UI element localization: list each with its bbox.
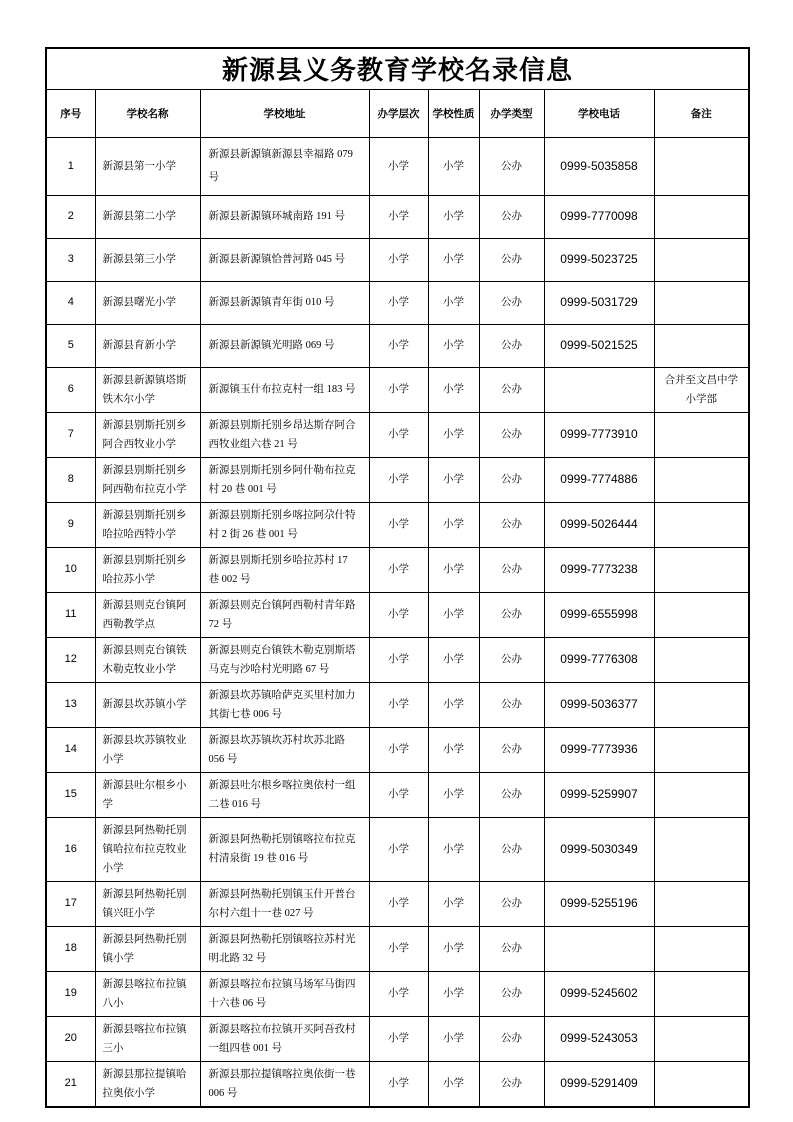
cell-school-type: 公办	[479, 412, 544, 457]
cell-school-name: 新源县吐尔根乡小学	[95, 772, 200, 817]
cell-school-nature: 小学	[428, 367, 479, 412]
cell-row-number: 10	[46, 547, 95, 592]
cell-school-name: 新源县喀拉布拉镇八小	[95, 971, 200, 1016]
cell-school-phone: 0999-7773238	[544, 547, 654, 592]
cell-school-type: 公办	[479, 637, 544, 682]
cell-school-level: 小学	[369, 367, 428, 412]
cell-school-address: 新源县那拉提镇喀拉奥依街一巷 006 号	[200, 1061, 369, 1107]
table-row	[46, 195, 749, 238]
cell-remark	[654, 637, 749, 682]
cell-school-type: 公办	[479, 324, 544, 367]
cell-school-name: 新源县别斯托别乡哈拉哈西特小学	[95, 502, 200, 547]
cell-school-nature: 小学	[428, 324, 479, 367]
cell-row-number: 3	[46, 238, 95, 281]
cell-school-nature: 小学	[428, 195, 479, 238]
table-body	[46, 137, 749, 1107]
cell-school-nature: 小学	[428, 637, 479, 682]
cell-remark	[654, 772, 749, 817]
cell-school-name: 新源县别斯托别乡阿西勒布拉克小学	[95, 457, 200, 502]
cell-school-nature: 小学	[428, 727, 479, 772]
table-header-row	[46, 89, 749, 137]
table-row	[46, 637, 749, 682]
cell-school-address: 新源县新源镇青年街 010 号	[200, 281, 369, 324]
column-header-school-name: 学校名称	[95, 89, 200, 137]
cell-school-nature: 小学	[428, 547, 479, 592]
cell-remark	[654, 817, 749, 881]
table-row	[46, 238, 749, 281]
cell-school-phone: 0999-5030349	[544, 817, 654, 881]
cell-school-level: 小学	[369, 727, 428, 772]
cell-row-number: 11	[46, 592, 95, 637]
cell-remark	[654, 727, 749, 772]
cell-remark	[654, 195, 749, 238]
column-header-school-nature: 学校性质	[428, 89, 479, 137]
cell-remark: 合并至文昌中学小学部	[654, 367, 749, 412]
cell-school-name: 新源县别斯托别乡阿合西牧业小学	[95, 412, 200, 457]
cell-school-level: 小学	[369, 682, 428, 727]
cell-remark	[654, 137, 749, 195]
table-row	[46, 457, 749, 502]
cell-row-number: 5	[46, 324, 95, 367]
cell-school-address: 新源县喀拉布拉镇马场军马街四十六巷 06 号	[200, 971, 369, 1016]
cell-school-name: 新源县育新小学	[95, 324, 200, 367]
cell-row-number: 13	[46, 682, 95, 727]
cell-school-type: 公办	[479, 502, 544, 547]
table-row	[46, 137, 749, 195]
cell-row-number: 7	[46, 412, 95, 457]
cell-remark	[654, 1061, 749, 1107]
cell-school-nature: 小学	[428, 881, 479, 926]
column-header-school-level: 办学层次	[369, 89, 428, 137]
cell-school-phone: 0999-7776308	[544, 637, 654, 682]
cell-school-type: 公办	[479, 547, 544, 592]
cell-school-level: 小学	[369, 592, 428, 637]
cell-school-nature: 小学	[428, 457, 479, 502]
cell-school-type: 公办	[479, 281, 544, 324]
cell-school-type: 公办	[479, 682, 544, 727]
cell-school-address: 新源县别斯托别乡喀拉阿尕什特村 2 街 26 巷 001 号	[200, 502, 369, 547]
cell-school-address: 新源县则克台镇铁木勒克别斯塔马克与沙哈村光明路 67 号	[200, 637, 369, 682]
cell-row-number: 19	[46, 971, 95, 1016]
cell-school-name: 新源县坎苏镇牧业小学	[95, 727, 200, 772]
cell-row-number: 16	[46, 817, 95, 881]
cell-school-address: 新源县喀拉布拉镇开买阿吾孜村一组四巷 001 号	[200, 1016, 369, 1061]
cell-school-type: 公办	[479, 727, 544, 772]
cell-school-nature: 小学	[428, 281, 479, 324]
cell-school-level: 小学	[369, 502, 428, 547]
cell-school-name: 新源县坎苏镇小学	[95, 682, 200, 727]
cell-school-type: 公办	[479, 592, 544, 637]
cell-school-level: 小学	[369, 195, 428, 238]
cell-school-level: 小学	[369, 547, 428, 592]
cell-school-name: 新源县则克台镇阿西勒教学点	[95, 592, 200, 637]
cell-school-level: 小学	[369, 971, 428, 1016]
cell-school-phone	[544, 367, 654, 412]
cell-school-nature: 小学	[428, 1061, 479, 1107]
cell-remark	[654, 926, 749, 971]
cell-remark	[654, 592, 749, 637]
cell-school-type: 公办	[479, 817, 544, 881]
cell-remark	[654, 971, 749, 1016]
cell-school-phone: 0999-7774886	[544, 457, 654, 502]
cell-remark	[654, 238, 749, 281]
cell-school-address: 新源县阿热勒托别镇喀拉布拉克村清泉街 19 巷 016 号	[200, 817, 369, 881]
cell-school-phone: 0999-7773910	[544, 412, 654, 457]
cell-school-phone: 0999-5243053	[544, 1016, 654, 1061]
cell-school-address: 新源县新源镇新源县幸福路 079 号	[200, 137, 369, 195]
cell-school-address: 新源县坎苏镇哈萨克买里村加力其街七巷 006 号	[200, 682, 369, 727]
cell-remark	[654, 324, 749, 367]
cell-remark	[654, 502, 749, 547]
cell-remark	[654, 682, 749, 727]
cell-school-address: 新源县坎苏镇坎苏村坎苏北路 056 号	[200, 727, 369, 772]
title-row	[46, 48, 749, 89]
cell-school-name: 新源县第一小学	[95, 137, 200, 195]
cell-school-name: 新源县第三小学	[95, 238, 200, 281]
cell-school-phone: 0999-5255196	[544, 881, 654, 926]
cell-school-type: 公办	[479, 238, 544, 281]
cell-school-type: 公办	[479, 457, 544, 502]
cell-school-name: 新源县阿热勒托别镇哈拉布拉克牧业小学	[95, 817, 200, 881]
cell-school-phone: 0999-7773936	[544, 727, 654, 772]
cell-school-address: 新源县阿热勒托别镇玉什开普台尔村六组十一巷 027 号	[200, 881, 369, 926]
cell-school-nature: 小学	[428, 817, 479, 881]
cell-school-type: 公办	[479, 926, 544, 971]
cell-school-type: 公办	[479, 971, 544, 1016]
cell-school-level: 小学	[369, 1061, 428, 1107]
cell-school-type: 公办	[479, 881, 544, 926]
cell-school-address: 新源县新源镇恰普河路 045 号	[200, 238, 369, 281]
cell-school-name: 新源县阿热勒托别镇兴旺小学	[95, 881, 200, 926]
table-row	[46, 324, 749, 367]
cell-school-type: 公办	[479, 1016, 544, 1061]
cell-school-phone: 0999-5026444	[544, 502, 654, 547]
cell-school-level: 小学	[369, 238, 428, 281]
cell-school-phone: 0999-5036377	[544, 682, 654, 727]
cell-school-level: 小学	[369, 137, 428, 195]
table-row	[46, 502, 749, 547]
column-header-school-type: 办学类型	[479, 89, 544, 137]
cell-school-name: 新源县阿热勒托别镇小学	[95, 926, 200, 971]
cell-school-address: 新源县别斯托别乡哈拉苏村 17 巷 002 号	[200, 547, 369, 592]
cell-school-phone: 0999-6555998	[544, 592, 654, 637]
table-row	[46, 926, 749, 971]
cell-remark	[654, 1016, 749, 1061]
cell-row-number: 1	[46, 137, 95, 195]
cell-school-phone: 0999-5291409	[544, 1061, 654, 1107]
cell-row-number: 21	[46, 1061, 95, 1107]
cell-school-name: 新源县新源镇塔斯铁木尔小学	[95, 367, 200, 412]
column-header-no: 序号	[46, 89, 95, 137]
cell-school-phone: 0999-5035858	[544, 137, 654, 195]
cell-school-phone: 0999-5021525	[544, 324, 654, 367]
cell-school-level: 小学	[369, 772, 428, 817]
cell-row-number: 4	[46, 281, 95, 324]
cell-school-nature: 小学	[428, 971, 479, 1016]
cell-row-number: 15	[46, 772, 95, 817]
cell-school-nature: 小学	[428, 682, 479, 727]
cell-school-phone: 0999-7770098	[544, 195, 654, 238]
cell-school-address: 新源县新源镇环城南路 191 号	[200, 195, 369, 238]
cell-school-level: 小学	[369, 457, 428, 502]
cell-school-address: 新源县别斯托别乡昂达斯存阿合西牧业组六巷 21 号	[200, 412, 369, 457]
table-row	[46, 592, 749, 637]
cell-school-address: 新源县阿热勒托别镇喀拉苏村光明北路 32 号	[200, 926, 369, 971]
cell-school-type: 公办	[479, 1061, 544, 1107]
cell-row-number: 9	[46, 502, 95, 547]
cell-row-number: 18	[46, 926, 95, 971]
cell-row-number: 12	[46, 637, 95, 682]
cell-school-name: 新源县那拉提镇哈拉奥依小学	[95, 1061, 200, 1107]
cell-school-nature: 小学	[428, 502, 479, 547]
cell-row-number: 2	[46, 195, 95, 238]
cell-school-type: 公办	[479, 367, 544, 412]
table-row	[46, 1061, 749, 1107]
column-header-school-address: 学校地址	[200, 89, 369, 137]
table-row	[46, 412, 749, 457]
cell-school-phone: 0999-5259907	[544, 772, 654, 817]
cell-school-address: 新源镇玉什布拉克村一组 183 号	[200, 367, 369, 412]
cell-school-address: 新源县吐尔根乡喀拉奥依村一组二巷 016 号	[200, 772, 369, 817]
cell-remark	[654, 281, 749, 324]
cell-school-nature: 小学	[428, 772, 479, 817]
table-row	[46, 971, 749, 1016]
cell-school-phone: 0999-5031729	[544, 281, 654, 324]
cell-school-type: 公办	[479, 772, 544, 817]
cell-row-number: 6	[46, 367, 95, 412]
column-header-remark: 备注	[654, 89, 749, 137]
table-row	[46, 682, 749, 727]
cell-school-nature: 小学	[428, 592, 479, 637]
table-row	[46, 547, 749, 592]
cell-school-nature: 小学	[428, 1016, 479, 1061]
cell-row-number: 14	[46, 727, 95, 772]
table-row	[46, 1016, 749, 1061]
cell-remark	[654, 412, 749, 457]
cell-school-name: 新源县第二小学	[95, 195, 200, 238]
cell-row-number: 17	[46, 881, 95, 926]
cell-school-name: 新源县则克台镇铁木勒克牧业小学	[95, 637, 200, 682]
cell-school-nature: 小学	[428, 412, 479, 457]
table-row	[46, 727, 749, 772]
table-row	[46, 772, 749, 817]
school-directory-table	[45, 47, 750, 1108]
cell-remark	[654, 457, 749, 502]
cell-school-level: 小学	[369, 817, 428, 881]
cell-remark	[654, 881, 749, 926]
cell-school-name: 新源县曙光小学	[95, 281, 200, 324]
cell-school-level: 小学	[369, 1016, 428, 1061]
page-title: 新源县义务教育学校名录信息	[46, 48, 749, 89]
cell-school-name: 新源县喀拉布拉镇三小	[95, 1016, 200, 1061]
cell-row-number: 20	[46, 1016, 95, 1061]
cell-school-nature: 小学	[428, 137, 479, 195]
cell-school-nature: 小学	[428, 238, 479, 281]
cell-school-nature: 小学	[428, 926, 479, 971]
cell-school-level: 小学	[369, 926, 428, 971]
cell-school-level: 小学	[369, 281, 428, 324]
cell-school-level: 小学	[369, 881, 428, 926]
cell-school-name: 新源县别斯托别乡哈拉苏小学	[95, 547, 200, 592]
cell-school-level: 小学	[369, 637, 428, 682]
cell-school-phone: 0999-5023725	[544, 238, 654, 281]
table-row	[46, 281, 749, 324]
cell-school-address: 新源县别斯托别乡阿什勒布拉克村 20 巷 001 号	[200, 457, 369, 502]
cell-school-type: 公办	[479, 195, 544, 238]
cell-row-number: 8	[46, 457, 95, 502]
cell-school-level: 小学	[369, 324, 428, 367]
cell-school-phone: 0999-5245602	[544, 971, 654, 1016]
column-header-school-phone: 学校电话	[544, 89, 654, 137]
cell-school-address: 新源县新源镇光明路 069 号	[200, 324, 369, 367]
table-row	[46, 881, 749, 926]
cell-school-type: 公办	[479, 137, 544, 195]
cell-school-address: 新源县则克台镇阿西勒村青年路 72 号	[200, 592, 369, 637]
cell-school-level: 小学	[369, 412, 428, 457]
table-row	[46, 817, 749, 881]
table-row	[46, 367, 749, 412]
cell-school-phone	[544, 926, 654, 971]
cell-remark	[654, 547, 749, 592]
